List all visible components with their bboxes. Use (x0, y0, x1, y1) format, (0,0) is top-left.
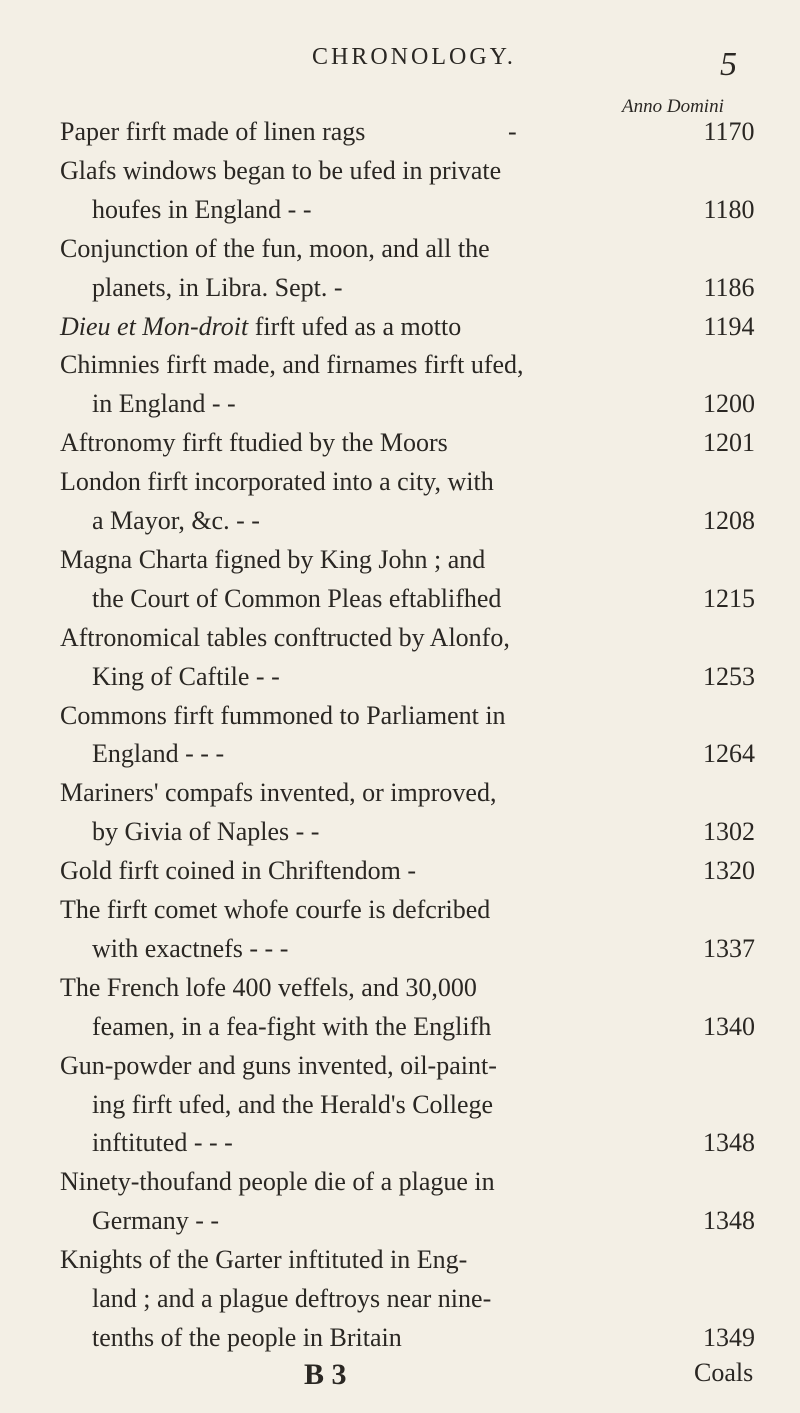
column-heading-anno-domini: Anno Domini (622, 96, 724, 117)
entry-line: The French lofe 400 veffels, and 30,000 (60, 973, 477, 1002)
entry-line: Aftronomical tables conftructed by Alonfo, (60, 623, 510, 652)
entry-year: 1180 (703, 195, 755, 224)
entry-line: ing firft ufed, and the Herald's College (92, 1090, 494, 1119)
entry-year: 1302 (703, 817, 755, 846)
entry-line: Ninety-thoufand people die of a plague in (60, 1167, 495, 1196)
entry-line: houfes in England - - (92, 195, 312, 224)
entry-year: 1348 (703, 1206, 755, 1235)
entry-line: Paper firft made of linen rags - (60, 117, 517, 146)
entry-line: Dieu et Mon-droit firft ufed as a motto (60, 312, 462, 341)
signature-mark: B 3 (304, 1358, 347, 1391)
entry-line: King of Caftile - - (92, 662, 280, 691)
entry-year: 1200 (703, 389, 755, 418)
entry-line: by Givia of Naples - - (92, 817, 320, 846)
entry-year: 1348 (703, 1128, 755, 1157)
catchword: Coals (694, 1358, 754, 1387)
entry-line: with exactnefs - - - (92, 934, 289, 963)
entry-year: 1201 (703, 428, 755, 457)
running-head (0, 44, 800, 84)
entry-line: a Mayor, &c. - - (92, 506, 260, 535)
entry-line: The firft comet whofe courfe is defcribed (60, 895, 491, 924)
entry-line: Magna Charta figned by King John ; and (60, 545, 486, 574)
entry-year: 1186 (703, 273, 755, 302)
entry-line: Germany - - (92, 1206, 220, 1235)
entry-year: 1215 (703, 584, 755, 613)
entry-line: Glafs windows began to be ufed in private (60, 156, 502, 185)
entry-year: 1340 (703, 1012, 755, 1041)
entry-year: 1349 (703, 1323, 755, 1352)
entry-line: in England - - (92, 389, 236, 418)
motto-italic: Dieu et Mon-droit (60, 312, 249, 341)
entry-line: London firft incorporated into a city, with (60, 467, 494, 496)
entry-line: Aftronomy firft ftudied by the Moors (60, 428, 448, 457)
entry-year: 1170 (703, 117, 755, 146)
entry-line: tenths of the people in Britain (92, 1323, 402, 1352)
entry-line: land ; and a plague deftroys near nine- (92, 1284, 492, 1313)
page-number: 5 (720, 46, 737, 83)
entry-line: planets, in Libra. Sept. - (92, 273, 343, 302)
running-title: CHRONOLOGY. (312, 44, 516, 70)
entry-year: 1253 (703, 662, 755, 691)
entry-line: England - - - (92, 739, 225, 768)
entry-line: Gold firft coined in Chriftendom - (60, 856, 416, 885)
entry-line: Knights of the Garter inftituted in Eng- (60, 1245, 468, 1274)
entry-line: Commons firft fummoned to Parliament in (60, 701, 506, 730)
entry-line: Conjunction of the fun, moon, and all the (60, 234, 490, 263)
entry-year: 1264 (703, 739, 755, 768)
entry-line: the Court of Common Pleas eftablifhed (92, 584, 502, 613)
entry-line: inftituted - - - (92, 1128, 233, 1157)
entry-year: 1194 (703, 312, 755, 341)
entry-year: 1320 (703, 856, 755, 885)
entry-line: Chimnies firft made, and firnames firft ufed, (60, 350, 524, 379)
entry-year: 1208 (703, 506, 755, 535)
entry-line: Gun-powder and guns invented, oil-paint- (60, 1051, 497, 1080)
entry-year: 1337 (703, 934, 755, 963)
entry-line: feamen, in a fea-fight with the Englifh (92, 1012, 492, 1041)
entry-line: Mariners' compafs invented, or improved, (60, 778, 497, 807)
